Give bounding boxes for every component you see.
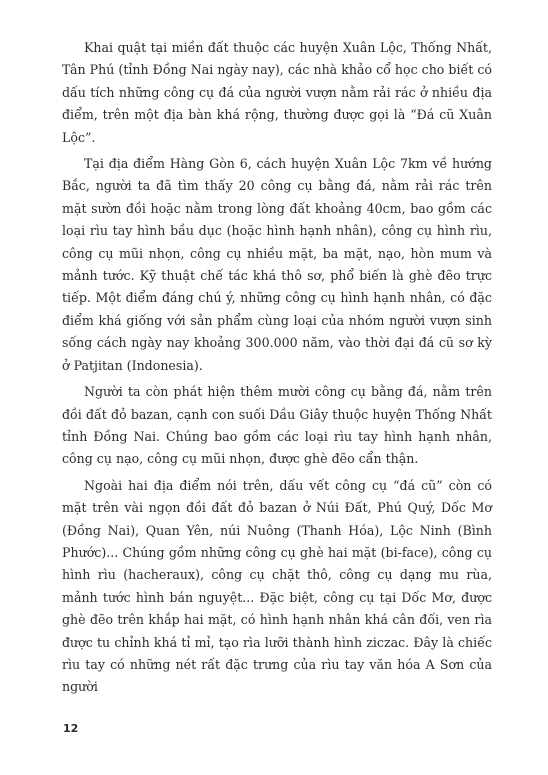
page-number: 12 bbox=[63, 722, 79, 735]
paragraph-2: Tại địa điểm Hàng Gòn 6, cách huyện Xuân Lộc 7km về hướng Bắc, người ta đã tìm thấy 20 công cụ bằng đá, nằm rải rác trên mặt sườn đồi hoặc nằm trong lòng đất khoảng 40cm, bao gồm các loại rìu tay hình bầu dục (hoặc hình hạnh nhân), công cụ hình rìu, công cụ mũi nhọn, công cụ nhiều mặt, ba mặt, nạo, hòn mum và mảnh tước. Kỹ thuật chế tác khá thô sơ, phổ biến là ghè đẽo trực tiếp. Một điểm đáng chú ý, những công cụ hình hạnh nhân, có đặc điểm khá giống với sản phẩm cùng loại của nhóm người vượn sinh sống cách ngày nay khoảng 300.000 năm, vào thời đại đá cũ sơ kỳ ở Patjitan (Indonesia). bbox=[62, 156, 492, 373]
body-text bbox=[62, 37, 492, 703]
paragraph-3: Người ta còn phát hiện thêm mười công cụ bằng đá, nằm trên đồi đất đỏ bazan, cạnh con suối Dầu Giây thuộc huyện Thống Nhất tỉnh Đồng Nai. Chúng bao gồm các loại rìu tay hình hạnh nhân, công cụ nạo, công cụ mũi nhọn, được ghè đẽo cẩn thận. bbox=[62, 384, 492, 467]
paragraph-4: Ngoài hai địa điểm nói trên, dấu vết công cụ “đá cũ” còn có mặt trên vài ngọn đồi đất đỏ bazan ở Núi Đất, Phú Quý, Dốc Mơ (Đồng Nai), Quan Yên, núi Nuông (Thanh Hóa), Lộc Ninh (Bình Phước)... Chúng gồm những công cụ ghè hai mặt (bi-face), công cụ hình rìu (hacheraux), công cụ chặt thô, công cụ dạng mu rùa, mảnh tước hình bán nguyệt... Đặc biệt, công cụ tại Dốc Mơ, được ghè đẽo trên khắp hai mặt, có hình hạnh nhân khá cân đối, ven rìa được tu chỉnh khá tỉ mỉ, tạo rìa lưỡi thành hình ziczac. Đây là chiếc rìu tay có những nét rất đặc trưng của rìu tay văn hóa A Sơn của người bbox=[62, 477, 492, 695]
paragraph-1: Khai quật tại miền đất thuộc các huyện Xuân Lộc, Thống Nhất, Tân Phú (tỉnh Đồng Nai ngày nay), các nhà khảo cổ học cho biết có dấu tích những công cụ đá của người vượn nằm rải rác ở nhiều địa điểm, trên một địa bàn khá rộng, thường được gọi là “Đá cũ Xuân Lộc”. bbox=[62, 40, 492, 145]
